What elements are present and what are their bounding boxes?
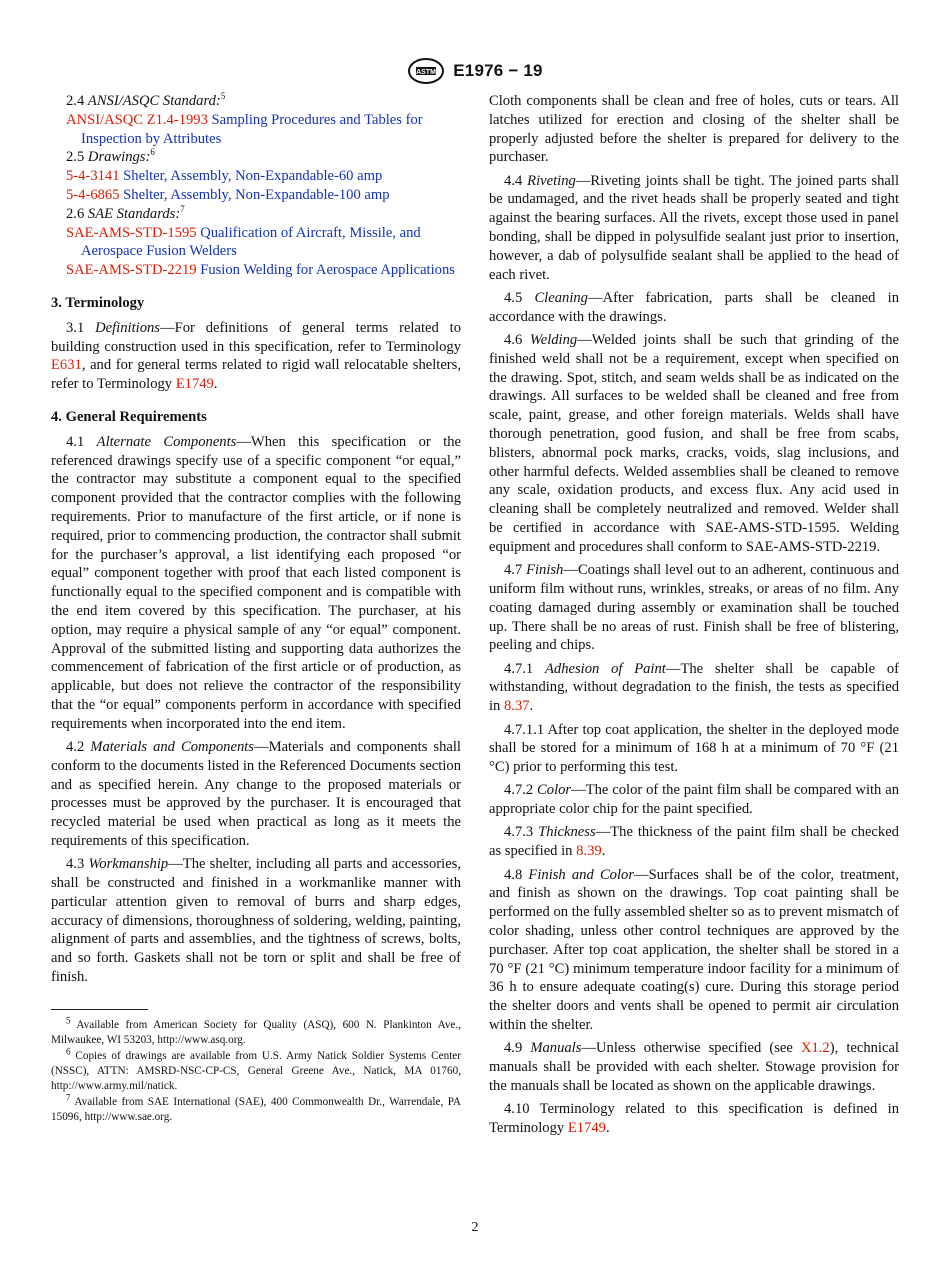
ref-link[interactable]: E1749 — [567, 1119, 606, 1136]
para-4-1: 4.1 Alternate Components—When this specification or the referenced drawings specify use of a specific component “or equal,” the contractor may substitute a component equal to the specified component provided that the contractor complies with the following requirements. Prior to manufacture of the first article, or if none is required, prior to commencing production, the contractor shall submit for the purchaser’s approval, a list identifying each proposed “or equal” component together with proof that each listed component is functionally equal to the specified component and is compatible with the end item covered by this specification. The purchaser, at his option, may require a physical sample of any “or equal” component. Approval of the submitted listing and supporting data authorizes the commencement of fabrication of the first article or of production, as applicable, but does not relieve the contractor of the responsibility that the “or equal” components perform in accordance with specified requirements when incorporated into the end item. — [51, 433, 461, 732]
para-4-7: 4.7 Finish—Coatings shall level out to an adherent, continuous and uniform film without runs, wrinkles, streaks, or areas of no film. Any coating damaged during assembly or examination shall be touched up. There shall be no areas of rust. Finish shall be free of blistering, peeling and chips. — [489, 562, 899, 654]
para-continued: Cloth components shall be clean and free of holes, cuts or tears. All latches utilized for erection and closing of the shelter shall be properly adjusted before the shelter is prepared for delivery to the purchaser. — [489, 93, 899, 166]
ref-link[interactable]: Shelter, Assembly, Non-Expandable-100 amp — [123, 186, 390, 203]
ref-link[interactable]: 5-4-6865 — [66, 186, 120, 203]
ref-sae-2219 — [51, 261, 461, 280]
ref-link[interactable]: X1.2 — [800, 1040, 830, 1057]
footnote-5: $^5$ Available from American Society for Quality (ASQ), 600 N. Plankinton Ave., Milwaukee, WI 53203, http://www.asq.org. — [51, 1015, 461, 1046]
ref-link[interactable]: SAE-AMS-STD-1595 — [66, 224, 197, 241]
ref-link[interactable]: 8.39 — [576, 843, 602, 860]
para-4-9: 4.9 Manuals—Unless otherwise specified (see X1.2), technical manuals shall be provided with each shelter. Stowage provision for the manuals shall be located as shown on the applicable drawings. — [489, 1040, 899, 1094]
para-4-7-1-1: 4.7.1.1 After top coat application, the shelter in the deployed mode shall be stored for a minimum of 168 h at a minimum of 70 °F (21 °C) prior to performing this test. — [489, 721, 899, 776]
ref-link[interactable]: Qualification of Aircraft, Missile, and Aerospace Fusion Welders — [81, 224, 421, 260]
ref-drawing-1 — [51, 167, 461, 186]
ref-drawing-2 — [51, 186, 461, 205]
ref-link[interactable]: Sampling Procedures and Tables for Inspection by Attributes — [81, 111, 423, 147]
designation: E1976 − 19 — [453, 61, 543, 80]
section-2-5: 2.5 Drawings:$^6$ — [66, 147, 155, 166]
ref-link[interactable]: E1749 — [175, 376, 214, 393]
para-4-7-1: 4.7.1 Adhesion of Paint—The shelter shall be capable of withstanding, without degradation to the finish, the tests as specified in 8.37. — [489, 660, 899, 715]
ref-link[interactable]: Shelter, Assembly, Non-Expandable-60 amp — [123, 168, 383, 185]
footnote-6: $^6$ Copies of drawings are available from U.S. Army Natick Soldier Systems Center (NSSC), ATTN: AMSRD-NSC-CP-CS, General Greene Ave., Natick, MA 01760, http://www.army.mil/natick. — [51, 1046, 461, 1092]
footnote-rule — [51, 1009, 148, 1010]
ref-link[interactable]: SAE-AMS-STD-2219 — [66, 262, 197, 279]
page-number: 2 — [471, 1220, 479, 1235]
para-3-1: 3.1 Definitions—For definitions of general terms related to building construction used in this specification, refer to Terminology E631, and for general terms related to rigid wall relocatable shelters, refer to Terminology E1749. — [51, 319, 461, 393]
para-4-3: 4.3 Workmanship—The shelter, including all parts and accessories, shall be constructed and finished in a workmanlike manner with particular attention given to removal of burrs and sharp edges, accuracy of dimensions, thoroughness of soldering, welding, painting, alignment of parts and assemblies, and the tightness of screws, bolts, and so forth. Gaskets shall not be torn or split and shall be free of finish. — [51, 856, 462, 986]
ref-sae-1595 — [51, 224, 461, 262]
para-4-5: 4.5 Cleaning—After fabrication, parts shall be cleaned in accordance with the drawings. — [489, 289, 899, 325]
section-2-4: 2.4 ANSI/ASQC Standard:$^5$ — [66, 91, 226, 109]
para-4-10: 4.10 Terminology related to this specification is defined in Terminology E1749. — [489, 1101, 899, 1136]
ref-link[interactable]: Fusion Welding for Aerospace Applications — [200, 262, 455, 279]
right-column — [489, 92, 899, 1142]
ref-link[interactable]: E631 — [51, 357, 82, 374]
astm-logo — [407, 58, 445, 84]
para-4-2: 4.2 Materials and Components—Materials and components shall conform to the documents listed in the Referenced Documents section and as specified herein. Any change to the proposed materials or processes must be approved by the purchaser. It is encouraged that recycled material be used when practical as long as it meets the requirements of this specification. — [51, 739, 461, 849]
para-4-8: 4.8 Finish and Color—Surfaces shall be of the color, treatment, and finish as shown on the drawings. Top coat painting shall be performed on the fully assembled shelter so as to prevent mismatch of color shading, unless other control techniques are approved by the purchaser. After top coat application, the shelter shall be stored in a 70 °F (21 °C) minimum temperature indoor facility for a minimum of 36 h to ensure adequate coating(s) cure. During this storage period the shelter doors and vents shall be opened to permit air circulation within the shelter. — [489, 866, 899, 1033]
left-column — [51, 92, 461, 1126]
para-4-6: 4.6 Welding—Welded joints shall be such that grinding of the finished weld shall not be a requirement, except when specified on the drawing. Spot, stitch, and seam welds shall be as indicated on the drawings. All surfaces to be welded shall be cleaned and free from scale, paint, grease, and other foreign materials. Welds shall have thorough penetration, good fusion, and shall be free from scabs, blisters, abnormal pock marks, cracks, voids, slag inclusions, and other harmful defects. Welded assemblies shall be cleaned to remove any scale, oxidation products, and excess flux. Any acid used in cleaning shall be completely neutralized and removed. Welder shall be certified in accordance with SAE-AMS-STD-1595. Welding equipment and procedures shall conform to SAE-AMS-STD-2219. — [489, 332, 899, 555]
ref-link[interactable]: 5-4-3141 — [66, 168, 120, 185]
section-heading: 3. Terminology — [51, 294, 145, 311]
ref-link[interactable]: 8.37 — [504, 698, 530, 715]
para-4-7-2: 4.7.2 Color—The color of the paint film shall be compared with an appropriate color chip for the paint specified. — [489, 782, 899, 818]
para-4-7-3: 4.7.3 Thickness—The thickness of the paint film shall be checked as specified in 8.39. — [489, 824, 899, 860]
page-header — [0, 58, 950, 84]
ref-ansi-z14 — [51, 111, 461, 149]
ref-link[interactable]: ANSI/ASQC Z1.4-1993 — [66, 111, 208, 128]
para-4-4: 4.4 Riveting—Riveting joints shall be tight. The joined parts shall be undamaged, and the rivet heads shall be properly seated and tight against the bearing surfaces. All the rivets, except those used in panel bonding, shall be dipped in polysulfide sealant just prior to insertion, however, a dab of polysulfide sealant shall be applied to the head of each rivet. — [489, 172, 899, 283]
footnote-7: $^7$ Available from SAE International (SAE), 400 Commonwealth Dr., Warrendale, PA 15096, http://www.sae.org. — [51, 1092, 461, 1123]
section-2-6: 2.6 SAE Standards:$^7$ — [66, 203, 185, 222]
svg-text:ASTM: ASTM — [416, 68, 437, 76]
section-heading: 4. General Requirements — [51, 408, 207, 425]
